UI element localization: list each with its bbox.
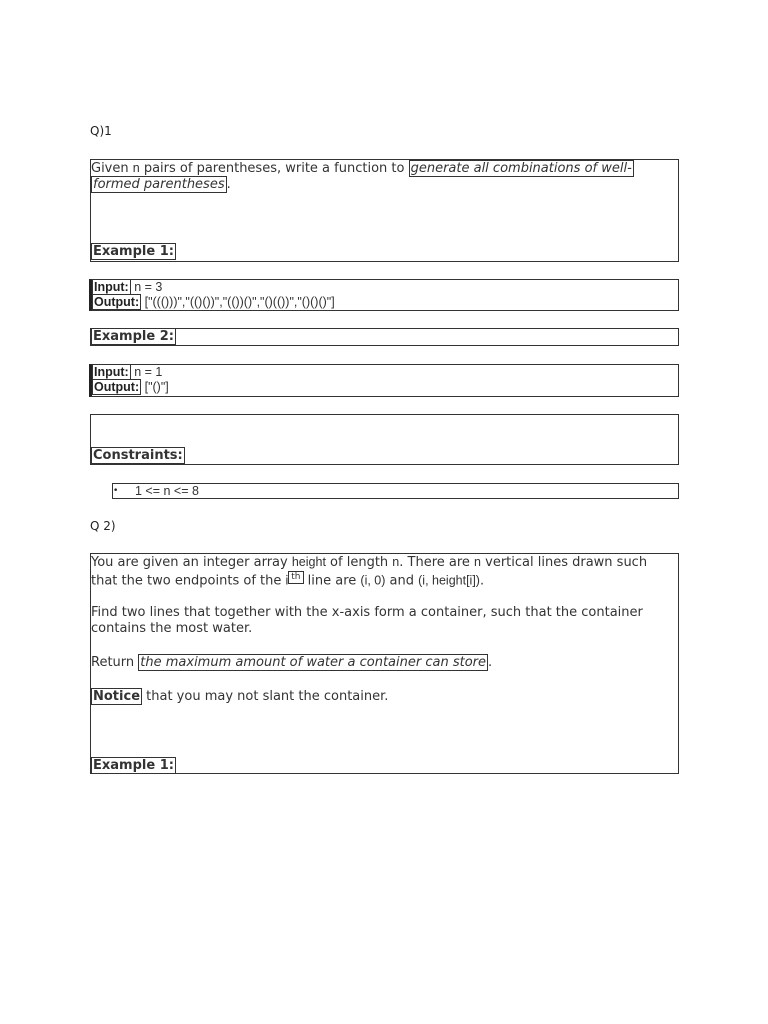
emphasis-text: generate all combinations of well- [410, 161, 632, 176]
example-2-io-block [89, 364, 679, 397]
example-2-heading: Example 2: [93, 329, 174, 344]
question-2-description-block [90, 553, 679, 774]
question-1-label: Q)1 [90, 124, 112, 138]
p2-line-1: Find two lines that together with the x-axis form a container, such that the container [91, 605, 643, 620]
example-1-output-row [92, 295, 335, 310]
output-value: ["((()))","(()())","(())()","()(())","()()()"] [141, 295, 335, 309]
code-height: height [291, 555, 326, 569]
emphasis-text: the maximum amount of water a container can store [140, 655, 486, 670]
description-text: . [226, 177, 231, 192]
description-text: pairs of parentheses, write a function to [139, 161, 409, 176]
description-text: and [385, 573, 419, 589]
input-value: n = 3 [130, 280, 163, 294]
constraint-list-item [112, 483, 679, 499]
output-label: Output: [94, 380, 140, 394]
description-text: . [488, 655, 493, 670]
example-1-heading-row [91, 244, 176, 260]
input-value: n = 1 [130, 365, 163, 379]
notice-bold: Notice [93, 689, 141, 704]
superscript-i: i [285, 573, 289, 588]
constraints-heading: Constraints: [93, 448, 183, 463]
example-2-heading-row [91, 329, 176, 345]
description-line-1 [91, 160, 634, 177]
input-label: Input: [94, 280, 129, 294]
example-1-input-row [92, 280, 162, 295]
example-1-heading: Example 1: [93, 758, 174, 773]
superscript-th: th [288, 571, 303, 584]
constraint-text: 1 <= n <= 8 [135, 484, 199, 498]
example-2-output-row [92, 380, 169, 395]
description-text: that you may not slant the container. [142, 689, 389, 704]
output-label: Output: [94, 295, 140, 309]
variable-n: n [132, 161, 140, 175]
bullet-icon: • [113, 486, 119, 496]
description-text: that the two endpoints of the [91, 573, 286, 589]
description-text: . There are [399, 555, 475, 570]
code-n: n [392, 555, 400, 569]
example-1-heading: Example 1: [93, 244, 174, 259]
description-line-2 [91, 177, 231, 193]
example-2-input-row [92, 365, 162, 380]
p4-line [91, 689, 388, 705]
code-n: n [474, 555, 481, 569]
output-value: ["()"] [141, 380, 169, 394]
constraints-block [90, 414, 679, 465]
code-point-1: (i, 0) [360, 573, 386, 588]
example-2-heading-block [90, 328, 679, 346]
emphasis-text: formed parentheses [93, 177, 225, 192]
description-text: Given [91, 161, 133, 176]
code-point-2: (i, height[i]) [418, 573, 480, 588]
description-text: . [479, 573, 485, 589]
question-2-label: Q 2) [90, 519, 116, 533]
input-label: Input: [94, 365, 129, 379]
p2-line-2: contains the most water. [91, 621, 253, 636]
q2-example-1-heading-row [91, 758, 176, 774]
description-text: Return [91, 655, 139, 670]
p1-line-2 [91, 571, 484, 589]
p3-line [91, 655, 492, 671]
p1-line-1 [91, 554, 647, 571]
example-1-io-block [89, 279, 679, 311]
description-text: vertical lines drawn such [481, 555, 648, 570]
description-text: line are [303, 573, 361, 589]
constraints-heading-row [91, 448, 185, 464]
description-text: You are given an integer array [91, 555, 292, 570]
description-text: of length [325, 555, 393, 570]
question-1-description-block [90, 159, 679, 262]
